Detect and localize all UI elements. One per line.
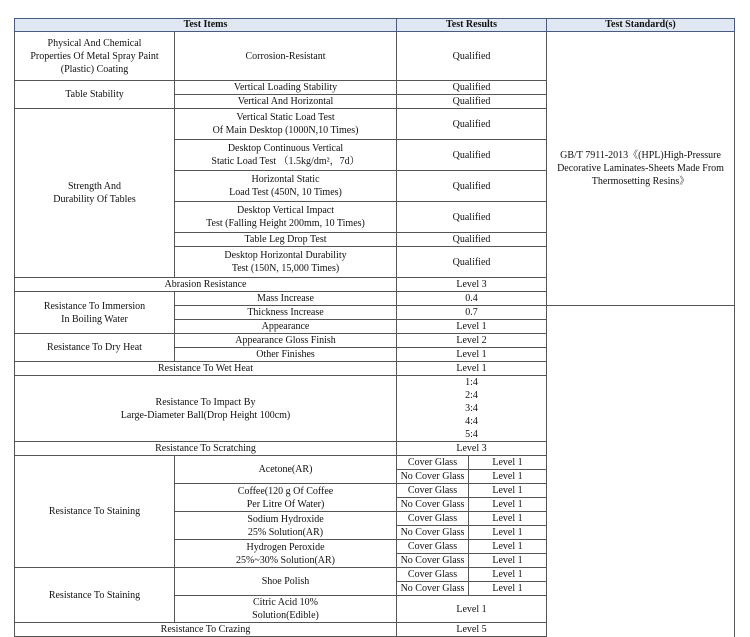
item-vertical-loading: Vertical Loading Stability bbox=[175, 81, 397, 95]
item-ball-impact: Resistance To Impact By Large-Diameter Ball(Drop Height 100cm) bbox=[15, 376, 397, 442]
staining-level: Level 1 bbox=[469, 456, 547, 470]
no-cover-glass-label: No Cover Glass bbox=[397, 470, 469, 484]
item-gloss-finish: Appearance Gloss Finish bbox=[175, 334, 397, 348]
item-static-load-main: Vertical Static Load Test Of Main Desktop (1000N,10 Times) bbox=[175, 109, 397, 140]
no-cover-glass-label: No Cover Glass bbox=[397, 526, 469, 540]
standard-gbt-7911: GB/T 7911-2013《(HPL)High-Pressure Decorative Laminates-Sheets Made From Thermosetting Resins》 bbox=[547, 32, 735, 306]
item-scratching: Resistance To Scratching bbox=[15, 442, 397, 456]
item-wet-heat: Resistance To Wet Heat bbox=[15, 362, 397, 376]
item-acetone: Acetone(AR) bbox=[175, 456, 397, 484]
item-appearance: Appearance bbox=[175, 320, 397, 334]
result-static-load-main: Qualified bbox=[397, 109, 547, 140]
result-ball-impact: 1:4 2:4 3:4 4:4 5:4 bbox=[397, 376, 547, 442]
header-test-results: Test Results bbox=[397, 19, 547, 32]
group-staining-2: Resistance To Staining bbox=[15, 568, 175, 623]
cover-glass-label: Cover Glass bbox=[397, 512, 469, 526]
staining-level: Level 1 bbox=[469, 540, 547, 554]
result-continuous-static: Qualified bbox=[397, 140, 547, 171]
test-report bbox=[14, 18, 735, 637]
result-appearance: Level 1 bbox=[397, 320, 547, 334]
table-row bbox=[15, 623, 735, 637]
result-vertical-impact: Qualified bbox=[397, 202, 547, 233]
staining-level: Level 1 bbox=[469, 526, 547, 540]
result-crazing: Level 5 bbox=[397, 623, 547, 637]
item-continuous-static: Desktop Continuous Vertical Static Load Test （1.5kg/dm²，7d） bbox=[175, 140, 397, 171]
no-cover-glass-label: No Cover Glass bbox=[397, 498, 469, 512]
result-leg-drop: Qualified bbox=[397, 233, 547, 247]
test-results-table bbox=[14, 18, 735, 637]
group-immersion: Resistance To Immersion In Boiling Water bbox=[15, 292, 175, 334]
result-other-finishes: Level 1 bbox=[397, 348, 547, 362]
no-cover-glass-label: No Cover Glass bbox=[397, 554, 469, 568]
staining-level: Level 1 bbox=[469, 568, 547, 582]
result-horizontal-durability: Qualified bbox=[397, 247, 547, 278]
item-vertical-horizontal: Vertical And Horizontal bbox=[175, 95, 397, 109]
item-corrosion: Corrosion-Resistant bbox=[175, 32, 397, 81]
item-sodium-hydroxide: Sodium Hydroxide 25% Solution(AR) bbox=[175, 512, 397, 540]
table-row bbox=[15, 568, 735, 582]
item-abrasion: Abrasion Resistance bbox=[15, 278, 397, 292]
table-row bbox=[15, 442, 735, 456]
table-row bbox=[15, 376, 735, 442]
table-row bbox=[15, 32, 735, 81]
table-row bbox=[15, 362, 735, 376]
header-test-items: Test Items bbox=[15, 19, 397, 32]
item-shoe-polish: Shoe Polish bbox=[175, 568, 397, 596]
table-row bbox=[15, 456, 735, 470]
result-gloss-finish: Level 2 bbox=[397, 334, 547, 348]
item-coffee: Coffee(120 g Of Coffee Per Litre Of Water) bbox=[175, 484, 397, 512]
cover-glass-label: Cover Glass bbox=[397, 540, 469, 554]
result-scratching: Level 3 bbox=[397, 442, 547, 456]
item-horizontal-durability: Desktop Horizontal Durability Test (150N, 15,000 Times) bbox=[175, 247, 397, 278]
item-mass-increase: Mass Increase bbox=[175, 292, 397, 306]
staining-level: Level 1 bbox=[469, 484, 547, 498]
result-citric-acid: Level 1 bbox=[397, 596, 547, 623]
result-vertical-loading: Qualified bbox=[397, 81, 547, 95]
group-table-stability: Table Stability bbox=[15, 81, 175, 109]
group-staining-1: Resistance To Staining bbox=[15, 456, 175, 568]
cover-glass-label: Cover Glass bbox=[397, 568, 469, 582]
no-cover-glass-label: No Cover Glass bbox=[397, 582, 469, 596]
result-wet-heat: Level 1 bbox=[397, 362, 547, 376]
staining-level: Level 1 bbox=[469, 582, 547, 596]
item-citric-acid: Citric Acid 10% Solution(Edible) bbox=[175, 596, 397, 623]
result-vertical-horizontal: Qualified bbox=[397, 95, 547, 109]
item-hydrogen-peroxide: Hydrogen Peroxide 25%~30% Solution(AR) bbox=[175, 540, 397, 568]
header-test-standards: Test Standard(s) bbox=[547, 19, 735, 32]
item-crazing: Resistance To Crazing bbox=[15, 623, 397, 637]
staining-level: Level 1 bbox=[469, 470, 547, 484]
group-coating: Physical And Chemical Properties Of Metal Spray Paint (Plastic) Coating bbox=[15, 32, 175, 81]
item-other-finishes: Other Finishes bbox=[175, 348, 397, 362]
item-vertical-impact: Desktop Vertical Impact Test (Falling Height 200mm, 10 Times) bbox=[175, 202, 397, 233]
result-thickness-increase: 0.7 bbox=[397, 306, 547, 320]
header-row bbox=[15, 19, 735, 32]
group-dry-heat: Resistance To Dry Heat bbox=[15, 334, 175, 362]
result-abrasion: Level 3 bbox=[397, 278, 547, 292]
item-thickness-increase: Thickness Increase bbox=[175, 306, 397, 320]
result-corrosion: Qualified bbox=[397, 32, 547, 81]
result-horizontal-static: Qualified bbox=[397, 171, 547, 202]
result-mass-increase: 0.4 bbox=[397, 292, 547, 306]
cover-glass-label: Cover Glass bbox=[397, 456, 469, 470]
item-leg-drop: Table Leg Drop Test bbox=[175, 233, 397, 247]
staining-level: Level 1 bbox=[469, 512, 547, 526]
item-horizontal-static: Horizontal Static Load Test (450N, 10 Times) bbox=[175, 171, 397, 202]
cover-glass-label: Cover Glass bbox=[397, 484, 469, 498]
table-row bbox=[15, 334, 735, 348]
staining-level: Level 1 bbox=[469, 498, 547, 512]
staining-level: Level 1 bbox=[469, 554, 547, 568]
group-strength: Strength And Durability Of Tables bbox=[15, 109, 175, 278]
